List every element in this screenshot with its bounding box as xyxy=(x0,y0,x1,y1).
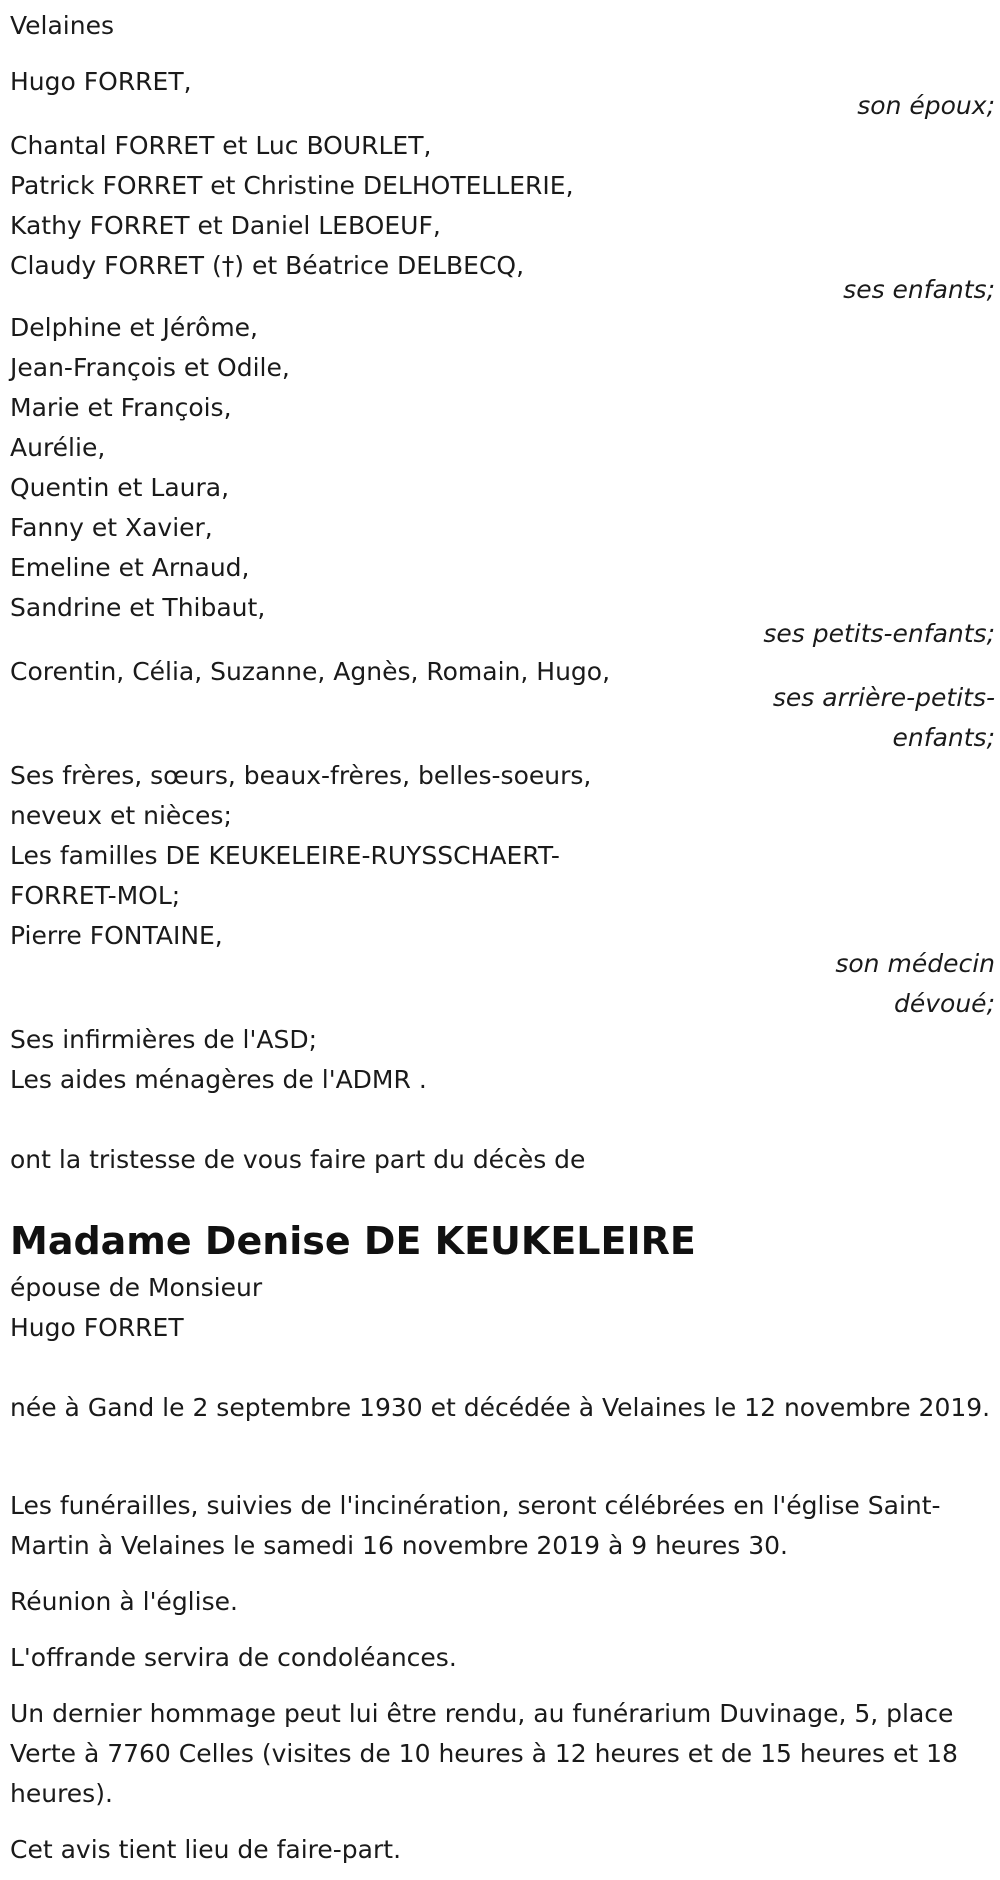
care-line: Les aides ménagères de l'ADMR . xyxy=(10,1065,427,1094)
child-line: Kathy FORRET et Daniel LEBOEUF, xyxy=(10,211,441,240)
grandchild-line: Sandrine et Thibaut, xyxy=(10,593,266,622)
spouse-line: Hugo FORRET, xyxy=(10,67,192,96)
location: Velaines xyxy=(10,11,115,40)
grandchild-line: Aurélie, xyxy=(10,433,106,462)
grandchild-line: Jean-François et Odile, xyxy=(10,353,290,382)
children-role: ses enfants; xyxy=(843,275,995,304)
child-line: Claudy FORRET (†) et Béatrice DELBECQ, xyxy=(10,251,525,280)
spouse-role: son époux; xyxy=(857,91,995,120)
care-line: Ses infirmières de l'ASD; xyxy=(10,1025,318,1054)
grandchild-line: Quentin et Laura, xyxy=(10,473,230,502)
doctor-role: son médecin dévoué; xyxy=(835,949,995,1018)
grandchild-line: Delphine et Jérôme, xyxy=(10,313,258,342)
child-line: Chantal FORRET et Luc BOURLET, xyxy=(10,131,432,160)
birth-death-paragraph: née à Gand le 2 septembre 1930 et décédée à Velaines le 12 novembre 2019. xyxy=(10,1393,991,1422)
family-line: Pierre FONTAINE, xyxy=(10,921,223,950)
meeting-paragraph: Réunion à l'église. xyxy=(10,1587,238,1616)
child-line: Patrick FORRET et Christine DELHOTELLERIE, xyxy=(10,171,574,200)
announcement: ont la tristesse de vous faire part du décès de xyxy=(10,1145,586,1174)
grandchild-line: Marie et François, xyxy=(10,393,232,422)
closing-paragraph: Cet avis tient lieu de faire-part. xyxy=(10,1835,402,1864)
spouse-of-line: Hugo FORRET xyxy=(10,1313,184,1342)
offering-paragraph: L'offrande servira de condoléances. xyxy=(10,1643,457,1672)
grandchildren-role: ses petits-enfants; xyxy=(763,619,995,648)
family-line: FORRET-MOL; xyxy=(10,881,181,910)
grandchild-line: Fanny et Xavier, xyxy=(10,513,213,542)
deceased-name: Madame Denise DE KEUKELEIRE xyxy=(10,1219,696,1263)
funeral-paragraph: Les funérailles, suivies de l'incinération, seront célébrées en l'église Saint-Martin à Velaines le samedi 16 novembre 2019 à 9 heures 30. xyxy=(10,1491,941,1560)
tribute-paragraph: Un dernier hommage peut lui être rendu, au funérarium Duvinage, 5, place Verte à 7760 Celles (visites de 10 heures à 12 heures et de 15 heures et 18 heures). xyxy=(10,1699,958,1808)
grandchild-line: Emeline et Arnaud, xyxy=(10,553,250,582)
family-line: neveux et nièces; xyxy=(10,801,232,830)
great-grandchildren-role: ses arrière-petits-enfants; xyxy=(772,683,995,752)
spouse-of-line: épouse de Monsieur xyxy=(10,1273,263,1302)
family-line: Les familles DE KEUKELEIRE-RUYSSCHAERT- xyxy=(10,841,560,870)
family-line: Ses frères, sœurs, beaux-frères, belles-soeurs, xyxy=(10,761,592,790)
great-grandchildren-line: Corentin, Célia, Suzanne, Agnès, Romain, Hugo, xyxy=(10,657,611,686)
